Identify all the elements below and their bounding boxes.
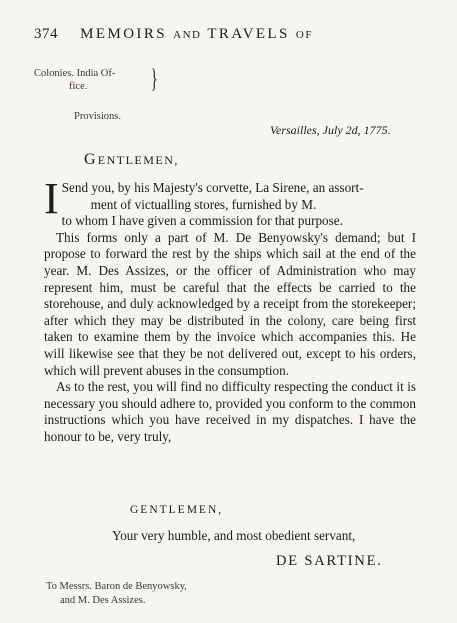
salutation (84, 151, 179, 169)
meta-colonies: Colonies. India Of- (34, 68, 116, 79)
paragraph-1 (44, 174, 416, 230)
paragraph-2: This forms only a part of M. De Benyowsky's demand; but I propose to forward the rest by the ships which sail at the end of the year. M. Des Assizes, or the officer of Administration who may represent him, must be careful that the effects be carried to the storehouse, and duly acknowledged by a receipt from the storekeeper; after which they may be distributed in the colony, care being first taken to examine them by the invoice which accompanies this. He will likewise see that they be not delivered out, except to his orders, which will prevent abuses in the consumption. (44, 229, 416, 378)
dateline: Versailles, July 2d, 1775. (270, 123, 391, 137)
salutation-initial: G (84, 151, 98, 168)
header-title-travels: TRAVELS (207, 26, 290, 42)
drop-cap: I (44, 174, 59, 223)
signature: DE SARTINE. (276, 553, 383, 569)
header-title-of: OF (295, 29, 313, 41)
closing-greeting: GENTLEMEN, (130, 504, 224, 516)
brace-symbol: } (150, 64, 158, 93)
header-title-memoirs: MEMOIRS (80, 26, 167, 42)
salutation-rest: ENTLEMEN, (97, 153, 179, 167)
meta-provisions: Provisions. (74, 111, 121, 122)
closing-line: Your very humble, and most obedient servant, (112, 528, 356, 543)
address-line-1: To Messrs. Baron de Benyowsky, (46, 581, 187, 592)
running-header (34, 26, 445, 43)
meta-fice: fice. (69, 81, 88, 92)
page-number: 374 (34, 26, 58, 42)
letter-body (44, 174, 416, 446)
paragraph-1-line-3: to whom I have given a commission for that purpose. (61, 213, 343, 229)
paragraph-1-line-1: Send you, by his Majesty's corvette, La Sirene, an assort- (61, 180, 364, 195)
paragraph-1-line-2: ment of victualling stores, furnished by M. (90, 196, 317, 212)
header-title-and: AND (173, 29, 202, 41)
paragraph-3: As to the rest, you will find no difficulty respecting the conduct it is necessary you should adhere to, provided you conform to the common instructions which you have received in my dispatches. I have the honour to be, very truly, (44, 379, 416, 444)
address-line-2: and M. Des Assizes. (60, 595, 146, 606)
